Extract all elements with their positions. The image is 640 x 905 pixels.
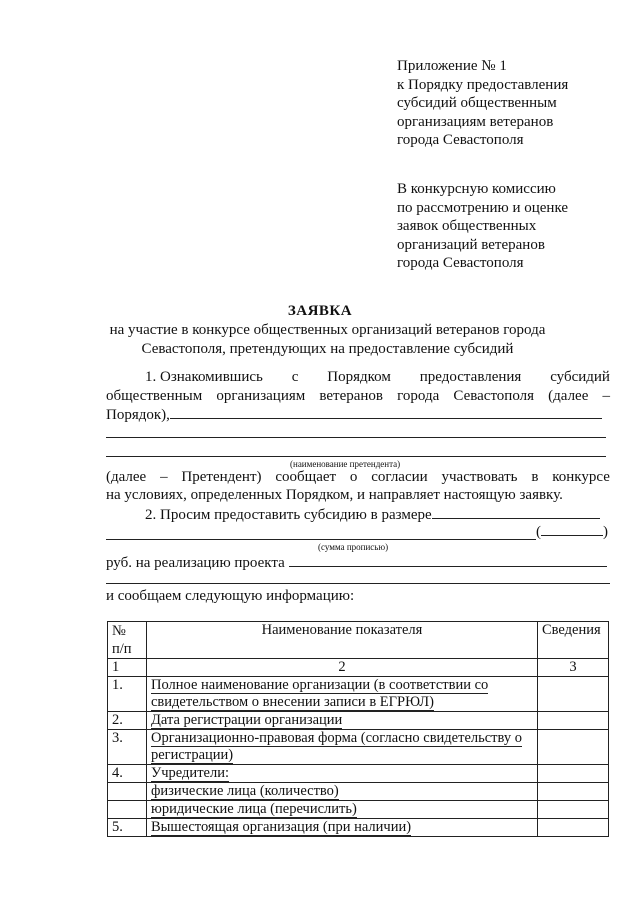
p1-word: города: [397, 388, 440, 404]
annex-line: города Севастополя: [397, 132, 524, 148]
p1-word: (далее: [106, 469, 147, 485]
project-field[interactable]: [289, 566, 607, 567]
row-name-text: Дата регистрации организации: [151, 712, 343, 728]
p1-text: Порядок),: [106, 407, 170, 423]
p1-line3: [106, 407, 610, 424]
p2-line3: [106, 555, 610, 572]
table-row: [108, 819, 609, 837]
p2-line4: и сообщаем следующую информацию:: [106, 588, 355, 604]
row-value[interactable]: [538, 819, 609, 837]
row-name: [147, 765, 538, 783]
annex-header: [397, 57, 568, 150]
p1-line2: [106, 388, 610, 405]
table-row: [108, 730, 609, 765]
subsidy-amount-line[interactable]: [106, 539, 536, 540]
header-num: № п/п: [108, 622, 147, 659]
row-num: 2.: [108, 712, 147, 730]
row-name-text: физические лица (количество): [151, 783, 339, 799]
project-line[interactable]: [106, 583, 610, 584]
p1-word: Порядком: [327, 369, 391, 385]
row-value[interactable]: [538, 712, 609, 730]
row-num: [108, 801, 147, 819]
addressee-line: организаций ветеранов: [397, 236, 545, 253]
p1-word: сообщает: [275, 469, 337, 485]
p1-word: организациям: [216, 388, 306, 404]
colnum-3: 3: [538, 659, 609, 677]
p1-word: конкурсе: [552, 469, 610, 485]
row-num: 5.: [108, 819, 147, 837]
subsidy-number-field[interactable]: [541, 521, 603, 536]
p1-word: общественным: [106, 388, 203, 404]
colnum-2: 2: [147, 659, 538, 677]
paren-open: (: [536, 524, 541, 540]
p1-word: с: [291, 369, 299, 385]
row-name-text: Организационно-правовая форма (согласно свидетельству о регистрации): [151, 730, 522, 763]
addressee-line: В конкурсную комиссию: [397, 181, 556, 197]
p1-word: –: [602, 388, 610, 404]
p2-text: 2. Просим предоставить субсидию в размере: [145, 507, 432, 523]
amount-caption: (сумма прописью): [318, 542, 389, 552]
table-row: [108, 765, 609, 783]
colnum-1: 1: [108, 659, 147, 677]
row-value[interactable]: [538, 677, 609, 712]
addressee-line: заявок общественных: [397, 218, 537, 234]
subsidy-number-box[interactable]: [536, 521, 610, 541]
table-row: [108, 783, 609, 801]
table-row: [108, 712, 609, 730]
p1-line6: на условиях, определенных Порядком, и направляет настоящую заявку.: [106, 487, 563, 503]
p1-word: о: [349, 469, 358, 485]
p1-word: ветеранов: [319, 388, 384, 404]
row-num: 1.: [108, 677, 147, 712]
p1-word: согласии: [371, 469, 428, 485]
table-header-row: [108, 622, 609, 659]
row-name-text: Полное наименование организации (в соответствии со свидетельством о внесении записи в ЕГРЮЛ): [151, 677, 489, 710]
document-title: ЗАЯВКА: [287, 303, 353, 319]
info-table: [107, 621, 609, 837]
paren-close: ): [603, 524, 608, 540]
header-value: Сведения: [538, 622, 609, 659]
row-num: 4.: [108, 765, 147, 783]
p1-line5: [106, 469, 610, 486]
row-name: [147, 712, 538, 730]
p1-word: –: [160, 469, 168, 485]
applicant-name-field[interactable]: [170, 418, 602, 419]
header-name: Наименование показателя: [147, 622, 538, 659]
p1-line1: [145, 369, 610, 386]
p1-word: участвовать: [441, 469, 518, 485]
document-subtitle: [0, 321, 640, 358]
row-num: [108, 783, 147, 801]
annex-line: Приложение № 1: [397, 58, 507, 74]
row-name: [147, 730, 538, 765]
row-value[interactable]: [538, 783, 609, 801]
applicant-caption: (наименование претендента): [290, 459, 401, 469]
row-value[interactable]: [538, 765, 609, 783]
p1-word: Претендент): [181, 469, 262, 485]
row-name-text: Учредители:: [151, 765, 229, 781]
subsidy-amount-field[interactable]: [432, 518, 600, 519]
applicant-name-line[interactable]: [106, 456, 606, 457]
addressee-line: города Севастополя: [397, 255, 524, 271]
subtitle-line: Севастополя, претендующих на предоставление субсидий: [141, 340, 514, 357]
p2-text: руб. на реализацию проекта: [106, 555, 285, 571]
table-colnum-row: [108, 659, 609, 677]
table-row: [108, 677, 609, 712]
row-num: 3.: [108, 730, 147, 765]
p1-word: в: [531, 469, 539, 485]
row-name: [147, 783, 538, 801]
subtitle-line: на участие в конкурсе общественных организаций ветеранов города: [109, 322, 546, 338]
annex-line: субсидий общественным: [397, 95, 557, 111]
p1-word: 1. Ознакомившись: [145, 369, 263, 385]
p1-word: Севастополя: [453, 388, 535, 404]
row-name-text: юридические лица (перечислить): [151, 801, 357, 817]
table-row: [108, 801, 609, 819]
annex-line: к Порядку предоставления: [397, 76, 569, 93]
addressee-line: по рассмотрению и оценке: [397, 199, 569, 216]
row-name: [147, 677, 538, 712]
addressee-block: [397, 180, 568, 273]
row-value[interactable]: [538, 801, 609, 819]
p1-word: предоставления: [419, 369, 522, 385]
row-name: [147, 819, 538, 837]
row-name-text: Вышестоящая организация (при наличии): [151, 819, 412, 835]
p1-word: (далее: [548, 388, 589, 404]
applicant-name-line[interactable]: [106, 437, 606, 438]
annex-line: организациям ветеранов: [397, 113, 554, 130]
row-name: [147, 801, 538, 819]
p1-word: субсидий: [550, 369, 610, 385]
row-value[interactable]: [538, 730, 609, 765]
